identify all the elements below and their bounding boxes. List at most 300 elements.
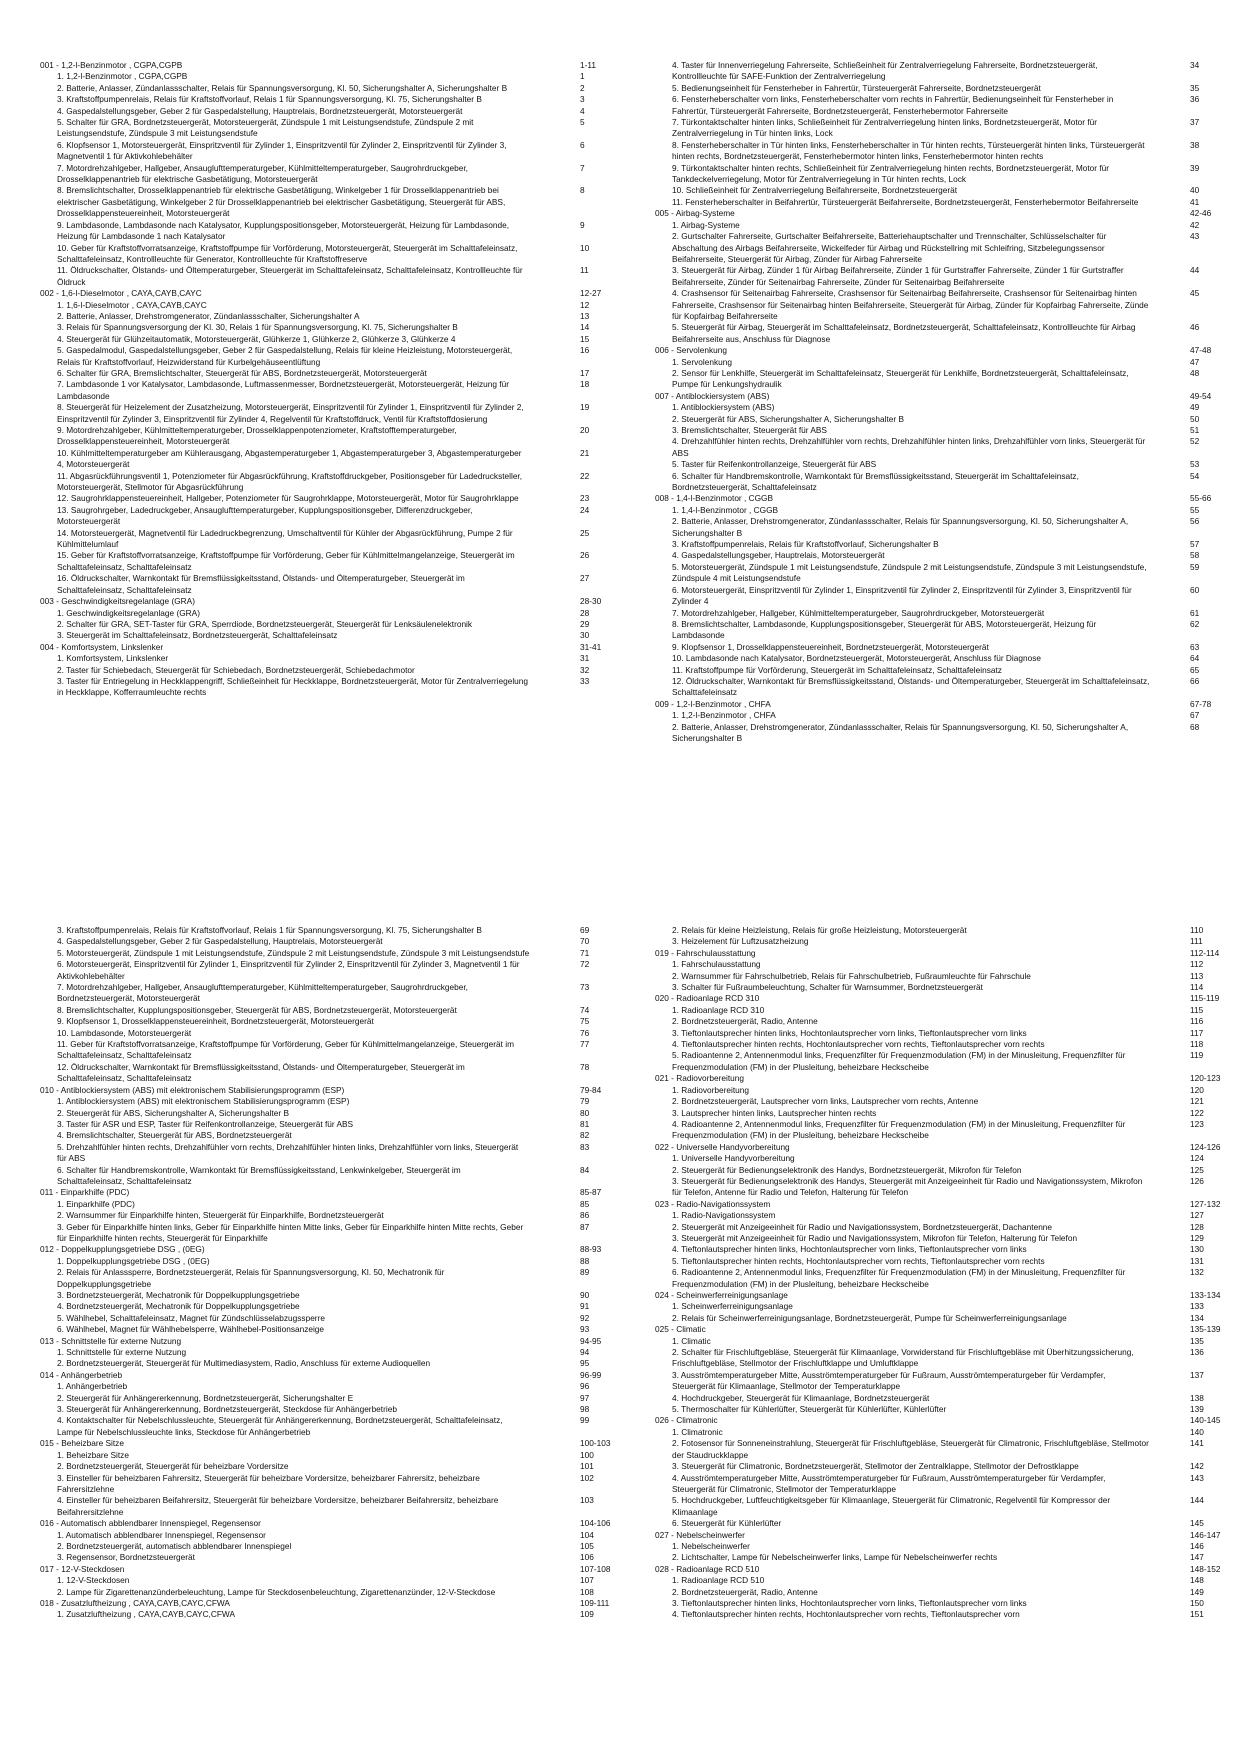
toc-subentry[interactable] [655,1347,1204,1370]
entry-page-number: 92 [580,1312,590,1323]
toc-subentry[interactable] [40,1221,590,1245]
entry-page-number: 84 [580,1164,590,1175]
toc-subentry[interactable] [40,982,590,1005]
entry-page-number: 91 [580,1301,590,1312]
toc-subentry[interactable] [655,139,1200,163]
entry-page-number: 150 [1190,1597,1204,1608]
entry-page-number: 85 [580,1198,590,1209]
entry-title: 1. Geschwindigkeitsregelanlage (GRA) [57,607,200,618]
entry-title: 5. Motorsteuergerät, Zündspule 1 mit Leistungsendstufe, Zündspule 2 mit Leistungsendstufe, Zündspule 3 mit Leistungsendstufe [57,947,530,958]
entry-title: 10. Lambdasonde, Motorsteuergerät [57,1027,192,1038]
toc-subentry[interactable] [655,1301,1204,1312]
entry-page-number: 110 [1190,925,1204,935]
toc-subentry[interactable] [40,1540,594,1552]
toc-subentry[interactable] [655,1426,1204,1438]
toc-subentry[interactable] [655,982,1204,993]
entry-title: 4. Tieftonlautsprecher hinten links, Hochtonlautsprecher vorn links, Tieftonlautsprecher vorn links [672,1244,1027,1255]
entry-page-number: 134 [1190,1312,1204,1323]
toc-subentry[interactable] [655,1210,1204,1221]
toc-subentry[interactable] [655,504,1200,516]
toc-section-entry[interactable] [40,1518,611,1529]
entry-page-number: 149 [1190,1586,1204,1597]
toc-section-entry[interactable] [40,1187,602,1198]
entry-page-number: 15 [580,333,590,344]
toc-subentry[interactable] [655,413,1200,425]
entry-title: 9. Klopfsensor 1, Drosselklappensteuereinheit, Bordnetzsteuergerät, Motorsteuergerät [672,641,989,652]
toc-subentry[interactable] [655,1392,1204,1404]
entry-title: 2. Warnsummer für Einparkhilfe hinten, Steuergerät für Einparkhilfe, Bordnetzsteuergerät [57,1210,384,1221]
toc-subentry[interactable] [655,550,1200,561]
entry-page-number: 116 [1190,1016,1204,1027]
entry-title: 4. Radioantenne 2, Antennenmodul links, Frequenzfilter für Frequenzmodulation (FM) in der Minusleitung, Frequenzfilter für Frequenzmodulation (FM) in der Plusleitung, beheizbare Heckscheibe [672,1118,1126,1141]
toc-subentry[interactable] [40,675,590,699]
entry-title: 020 - Radioanlage RCD 310 [655,993,760,1004]
entry-page-number: 111 [1190,936,1203,947]
toc-column-bottom-left [40,925,611,1621]
entry-title: 009 - 1,2-l-Benzinmotor , CHFA [655,698,771,709]
toc-subentry[interactable] [40,1198,590,1210]
toc-subentry[interactable] [655,94,1200,117]
toc-subentry[interactable] [655,402,1200,413]
toc-section-entry[interactable] [40,1563,611,1575]
entry-title: 023 - Radio-Navigationssystem [655,1198,771,1209]
toc-subentry[interactable] [655,1255,1204,1267]
entry-title: 5. Bedienungseinheit für Fensterheber in Fahrertür, Türsteuergerät Fahrerseite, Bordnetzsteuergerät [672,82,1041,93]
toc-subentry[interactable] [655,1404,1204,1415]
toc-subentry[interactable] [655,1438,1204,1461]
toc-subentry[interactable] [40,447,590,471]
toc-subentry[interactable] [655,1518,1204,1529]
entry-page-number: 67 [1190,710,1200,721]
entry-page-number: 27 [580,573,590,584]
entry-title: 2. Batterie, Anlasser, Zündanlassschalter, Relais für Spannungsversorgung, Kl. 50, Sicherungshalter A, Sicherungshalter B [57,82,508,93]
entry-title: 1. Zusatzluftheizung , CAYA,CAYB,CAYC,CFWA [57,1609,235,1620]
toc-subentry[interactable] [655,925,1204,936]
toc-subentry[interactable] [40,1312,590,1324]
toc-section-entry[interactable] [655,493,1212,504]
entry-title: 3. Steuergerät für Climatronic, Bordnetzsteuergerät, Stellmotor der Zentralklappe, Stellmotor der Defrostklappe [672,1461,1079,1472]
toc-section-entry[interactable] [655,1290,1221,1301]
toc-subentry[interactable] [40,1004,590,1016]
entry-title: 4. Bordnetzsteuergerät, Mechatronik für Doppelkupplungsgetriebe [57,1301,300,1312]
entry-page-number: 115 [1190,1004,1204,1015]
toc-subentry[interactable] [40,1096,590,1107]
toc-subentry[interactable] [655,425,1200,436]
toc-subentry[interactable] [40,139,585,163]
toc-subentry[interactable] [40,925,590,936]
entry-page-number: 6 [580,139,585,150]
toc-subentry[interactable] [40,310,590,322]
toc-subentry[interactable] [655,1175,1204,1199]
toc-subentry[interactable] [655,265,1200,288]
toc-subentry[interactable] [40,379,590,402]
toc-subentry[interactable] [655,1004,1204,1016]
toc-subentry[interactable] [40,82,585,94]
toc-subentry[interactable] [40,1392,590,1404]
entry-title: 10. Geber für Kraftstoffvorratsanzeige, Kraftstoffpumpe für Vorförderung, Motorsteuergerät, Steuergerät im Schalttafeleinsatz, Schalttafeleinsatz, Kontrollleuchte für Generator, Kontrollleuchte für Kraftstoffreserve [57,242,518,264]
toc-subentry[interactable] [40,1461,594,1472]
entry-page-number: 62 [1190,618,1200,629]
toc-subentry[interactable] [655,1221,1204,1233]
toc-subentry[interactable] [655,1096,1204,1107]
entry-page-number: 135 [1190,1335,1204,1346]
entry-page-number: 148 [1190,1575,1204,1586]
toc-subentry[interactable] [655,607,1200,619]
entry-title: 019 - Fahrschulausstattung [655,947,756,958]
toc-section-entry[interactable] [655,345,1212,356]
toc-section-entry[interactable] [40,1369,602,1381]
toc-subentry[interactable] [40,470,590,494]
entry-page-number: 94-95 [580,1335,602,1346]
entry-page-number: 60 [1190,584,1200,595]
toc-subentry[interactable] [40,117,585,140]
toc-subentry[interactable] [40,936,590,947]
entry-title: 5. Tieftonlautsprecher hinten rechts, Hochtonlautsprecher vorn rechts, Tieftonlautsprecher vorn rechts [672,1255,1045,1266]
toc-subentry[interactable] [40,1552,594,1563]
toc-subentry[interactable] [40,607,590,619]
entry-page-number: 109 [580,1609,594,1620]
toc-subentry[interactable] [655,1027,1204,1039]
toc-subentry[interactable] [40,242,590,266]
toc-subentry[interactable] [655,1597,1204,1609]
entry-page-number: 88-93 [580,1244,602,1255]
entry-title: 3. Steuergerät für Anhängererkennung, Bordnetzsteuergerät, Steckdose für Anhängerbetrieb [57,1404,397,1415]
toc-subentry[interactable] [655,1164,1204,1176]
entry-title: 025 - Climatic [655,1324,706,1335]
toc-subentry[interactable] [655,1540,1204,1552]
toc-subentry[interactable] [655,367,1200,391]
toc-section-entry[interactable] [40,1597,610,1609]
entry-page-number: 47-48 [1190,345,1212,356]
entry-page-number: 26 [580,550,590,561]
toc-subentry[interactable] [655,653,1200,664]
toc-section-entry[interactable] [40,1438,611,1449]
toc-subentry[interactable] [40,1586,594,1598]
toc-subentry[interactable] [655,1016,1204,1027]
entry-title: 1. Servolenkung [672,356,732,367]
toc-section-entry[interactable] [655,390,1212,402]
toc-subentry[interactable] [40,1141,590,1165]
toc-subentry[interactable] [655,539,1200,550]
toc-subentry[interactable] [40,493,590,504]
entry-page-number: 126 [1190,1175,1204,1186]
entry-page-number: 46 [1190,322,1200,333]
entry-page-number: 70 [580,936,590,947]
toc-subentry[interactable] [40,1118,590,1130]
toc-subentry[interactable] [40,1472,594,1496]
entry-page-number: 131 [1190,1255,1204,1266]
entry-title: 018 - Zusatzluftheizung , CAYA,CAYB,CAYC,CFWA [40,1597,230,1608]
toc-subentry[interactable] [40,1404,590,1415]
entry-page-number: 80 [580,1107,590,1118]
toc-subentry[interactable] [40,1290,590,1301]
entry-page-number: 19 [580,402,590,413]
toc-section-entry[interactable] [655,1529,1221,1541]
entry-page-number: 100 [580,1449,594,1460]
toc-subentry[interactable] [655,970,1204,982]
toc-subentry[interactable] [655,1244,1204,1255]
toc-subentry[interactable] [655,561,1200,585]
toc-subentry[interactable] [40,1347,590,1358]
toc-section-entry[interactable] [655,1563,1221,1575]
entry-title: 2. Steuergerät mit Anzeigeeinheit für Radio und Navigationssystem, Bordnetzsteuergerät, Dachantenne [672,1221,1053,1232]
toc-subentry[interactable] [655,231,1200,265]
entry-page-number: 99 [580,1415,590,1426]
entry-title: 3. Heizelement für Luftzusatzheizung [672,936,809,947]
toc-subentry[interactable] [655,219,1200,231]
toc-subentry[interactable] [40,185,585,219]
toc-subentry[interactable] [655,322,1200,345]
entry-title: 12. Saugrohrklappensteuereinheit, Hallgeber, Potenziometer für Saugrohrklappe, Motorsteuergerät, Motor für Saugrohrklappe [57,493,519,504]
entry-page-number: 138 [1190,1392,1204,1403]
toc-subentry[interactable] [40,1415,590,1438]
entry-page-number: 103 [580,1495,594,1506]
toc-subentry[interactable] [40,947,590,959]
toc-subentry[interactable] [40,1061,590,1085]
toc-subentry[interactable] [655,288,1200,322]
entry-title: 2. Relais für Scheinwerferreinigungsanlage, Bordnetzsteuergerät, Pumpe für Scheinwerferreinigungsanlage [672,1312,1067,1323]
toc-section-entry[interactable] [655,698,1212,710]
toc-subentry[interactable] [655,1107,1204,1119]
toc-subentry[interactable] [655,117,1200,140]
toc-subentry[interactable] [655,1267,1204,1290]
entry-page-number: 16 [580,345,590,356]
entry-page-number: 38 [1190,139,1200,150]
toc-section-entry[interactable] [655,1141,1221,1153]
toc-subentry[interactable] [40,550,590,573]
toc-subentry[interactable] [655,1552,1204,1563]
entry-page-number: 89 [580,1267,590,1278]
toc-subentry[interactable] [655,1495,1204,1518]
entry-title: 3. Bremslichtschalter, Steuergerät für ABS [672,425,827,435]
toc-section-entry[interactable] [655,1073,1221,1084]
toc-subentry[interactable] [655,356,1200,368]
entry-title: 2. Batterie, Anlasser, Drehstromgenerator, Zündanlassschalter, Sicherungshalter A [57,310,360,321]
toc-subentry[interactable] [655,185,1200,196]
toc-subentry[interactable] [655,196,1200,208]
toc-subentry[interactable] [655,721,1200,745]
toc-subentry[interactable] [40,162,585,186]
toc-subentry[interactable] [655,675,1200,699]
toc-subentry[interactable] [655,1472,1204,1496]
toc-subentry[interactable] [40,653,590,664]
toc-subentry[interactable] [40,105,585,117]
toc-subentry[interactable] [655,459,1200,470]
toc-subentry[interactable] [40,94,585,105]
entry-page-number: 135-139 [1190,1324,1221,1335]
entry-title: 5. Thermoschalter für Kühlerlüfter, Steuergerät für Kühlerlüfter, Kühlerlüfter [672,1404,947,1415]
toc-subentry[interactable] [655,1609,1204,1620]
toc-subentry[interactable] [655,1084,1204,1096]
entry-title: 2. Bordnetzsteuergerät, Steuergerät für Multimediasystem, Radio, Anschluss für externe Audioquellen [57,1358,431,1369]
toc-section-entry[interactable] [40,641,602,653]
toc-subentry[interactable] [40,265,589,288]
toc-subentry[interactable] [40,1107,590,1119]
toc-subentry[interactable] [655,1586,1204,1598]
entry-title: 012 - Doppelkupplungsgetriebe DSG , (0EG) [40,1244,205,1255]
toc-subentry[interactable] [40,402,590,425]
entry-title: 2. Relais für kleine Heizleistung, Relais für große Heizleistung, Motorsteuergerät [672,925,967,935]
toc-subentry[interactable] [40,367,590,379]
entry-title: 1. Komfortsystem, Linkslenker [57,653,169,664]
toc-subentry[interactable] [40,425,590,448]
toc-section-entry[interactable] [655,208,1212,219]
entry-page-number: 117 [1190,1027,1204,1038]
toc-subentry[interactable] [40,1267,590,1290]
toc-subentry[interactable] [40,959,590,982]
toc-subentry[interactable] [655,470,1200,494]
entry-page-number: 35 [1190,82,1200,93]
toc-subentry[interactable] [40,1016,590,1027]
entry-page-number: 108 [580,1586,594,1597]
entry-page-number: 113 [1190,970,1204,981]
toc-subentry[interactable] [40,1358,590,1369]
entry-page-number: 136 [1190,1347,1204,1358]
entry-page-number: 61 [1190,607,1200,618]
toc-subentry[interactable] [40,527,590,551]
entry-page-number: 28-30 [580,596,602,607]
toc-subentry[interactable] [40,219,585,243]
entry-title: 5. Drehzahlfühler hinten rechts, Drehzahlfühler vorn rechts, Drehzahlfühler hinten links, Drehzahlfühler vorn links, Steuergerät für ABS [57,1141,519,1164]
toc-section-entry[interactable] [40,288,602,299]
toc-section-entry[interactable] [655,1415,1221,1426]
entry-title: 2. Steuergerät für Bedienungselektronik des Handys, Bordnetzsteuergerät, Mikrofon für Telefon [672,1164,1022,1175]
toc-subentry[interactable] [655,60,1200,83]
toc-subentry[interactable] [40,1495,594,1518]
toc-subentry[interactable] [40,1381,590,1392]
toc-subentry[interactable] [40,1130,590,1141]
toc-subentry[interactable] [655,1118,1204,1142]
toc-subentry[interactable] [655,162,1200,186]
entry-page-number: 101 [580,1461,594,1472]
entry-title: 1. Radio-Navigationssystem [672,1210,776,1221]
toc-subentry[interactable] [655,1461,1204,1472]
toc-subentry[interactable] [655,584,1200,608]
entry-title: 2. Schalter für Frischluftgebläse, Steuergerät für Klimaanlage, Vorwiderstand für Frischluftgebläse mit Überhitzungssicherung, Frischluftgebläse, Stellmotor der Frischluftklappe und Umluftklappe [672,1347,1134,1369]
toc-section-entry[interactable] [40,60,596,71]
toc-subentry[interactable] [655,959,1204,970]
entry-page-number: 98 [580,1404,590,1415]
entry-title: 8. Bremslichtschalter, Lambdasonde, Kupplungspositionsgeber, Steuergerät für ABS, Motorsteuergerät, Heizung für Lambdasonde [672,618,1097,641]
toc-subentry[interactable] [655,1039,1204,1050]
toc-subentry[interactable] [40,1164,590,1188]
entry-title: 1. Antiblockiersystem (ABS) [672,402,775,413]
toc-subentry[interactable] [40,504,590,528]
entry-title: 1. Beheizbare Sitze [57,1449,129,1460]
toc-section-entry[interactable] [40,1084,602,1096]
toc-subentry[interactable] [655,1232,1204,1244]
toc-subentry[interactable] [40,1324,590,1335]
entry-page-number: 57 [1190,539,1200,550]
toc-subentry[interactable] [40,1449,594,1461]
entry-page-number: 107-108 [580,1563,611,1574]
toc-subentry[interactable] [655,1312,1204,1324]
toc-subentry[interactable] [40,1255,590,1267]
entry-title: 1. Scheinwerferreinigungsanlage [672,1301,793,1312]
toc-subentry[interactable] [655,664,1200,676]
toc-subentry[interactable] [655,936,1203,947]
toc-subentry[interactable] [40,71,585,82]
entry-title: 4. Einsteller für beheizbaren Beifahrersitz, Steuergerät für beheizbare Vordersitze, beheizbarer Beifahrersitz, beheizbare Beifahrersitzlehne [57,1495,499,1517]
toc-section-entry[interactable] [40,1335,602,1347]
entry-page-number: 109-111 [580,1597,610,1608]
entry-page-number: 4 [580,105,585,116]
toc-subentry[interactable] [655,82,1200,94]
entry-title: 015 - Beheizbare Sitze [40,1438,124,1449]
entry-page-number: 21 [580,447,590,458]
entry-title: 3. Regensensor, Bordnetzsteuergerät [57,1552,195,1563]
toc-column-bottom-right [655,925,1221,1621]
toc-subentry[interactable] [40,1609,594,1620]
entry-title: 9. Lambdasonde, Lambdasonde nach Katalysator, Kupplungspositionsgeber, Motorsteuergerät, Heizung für Lambdasonde, Heizung für Lambdasonde 1 nach Katalysator [57,219,510,242]
toc-subentry[interactable] [655,1575,1204,1586]
entry-title: 5. Radioantenne 2, Antennenmodul links, Frequenzfilter für Frequenzmodulation (FM) in der Minusleitung, Frequenzfilter für Frequenzmodulation (FM) in der Plusleitung, beheizbare Heckscheibe [672,1050,1126,1072]
toc-section-entry[interactable] [655,1198,1221,1210]
entry-page-number: 7 [580,162,585,173]
toc-section-entry[interactable] [40,1244,602,1255]
toc-subentry[interactable] [40,1529,594,1541]
toc-subentry[interactable] [40,1210,590,1221]
entry-title: 2. Taster für Schiebedach, Steuergerät für Schiebedach, Bordnetzsteuergerät, Schiebedachmotor [57,664,415,675]
toc-subentry[interactable] [655,1050,1204,1073]
toc-subentry[interactable] [655,1153,1204,1164]
toc-section-entry[interactable] [655,947,1220,959]
entry-title: 11. Geber für Kraftstoffvorratsanzeige, Kraftstoffpumpe für Vorförderung, Geber für Kühlmittelmangelanzeige, Steuergerät im Schalttafeleinsatz, Schalttafeleinsatz [57,1039,515,1061]
entry-page-number: 151 [1190,1609,1204,1620]
toc-subentry[interactable] [40,573,590,596]
toc-subentry[interactable] [40,322,590,333]
entry-title: 6. Schalter für Handbremskontrolle, Warnkontakt für Bremsflüssigkeitsstand, Steuergerät im Schalttafeleinsatz, Bordnetzsteuergerät, Schalttafeleinsatz [672,470,1079,493]
entry-page-number: 63 [1190,641,1200,652]
entry-title: 2. Gurtschalter Fahrerseite, Gurtschalter Beifahrerseite, Batteriehauptschalter und Trennschalter, Schlüsselschalter für Abschaltung des Airbags Beifahrerseite, Wickelfeder für Airbag und Rückstellring mit Schleifring, Sitzbelegungssensor Beifahrerseite, Steuergerät für Airbag, Zünder für Airbag Fahrerseite [672,231,1107,264]
entry-page-number: 34 [1190,60,1200,70]
toc-subentry[interactable] [40,618,590,630]
toc-subentry[interactable] [40,664,590,676]
toc-subentry[interactable] [655,516,1200,539]
toc-subentry[interactable] [655,618,1200,642]
toc-subentry[interactable] [655,710,1200,721]
toc-subentry[interactable] [40,1301,590,1312]
toc-section-entry[interactable] [655,993,1220,1004]
entry-title: 1. Radioanlage RCD 510 [672,1575,765,1586]
toc-section-entry[interactable] [655,1324,1221,1335]
toc-subentry[interactable] [40,630,590,641]
entry-page-number: 132 [1190,1267,1204,1278]
toc-subentry[interactable] [40,1027,590,1039]
toc-subentry[interactable] [655,641,1200,653]
entry-title: 028 - Radioanlage RCD 510 [655,1563,760,1574]
toc-subentry[interactable] [655,1335,1204,1347]
toc-subentry[interactable] [655,1369,1204,1393]
entry-page-number: 112 [1190,959,1204,970]
toc-section-entry[interactable] [40,596,602,607]
toc-subentry[interactable] [40,299,590,311]
entry-title: 3. Schalter für Fußraumbeleuchtung, Schalter für Warnsummer, Bordnetzsteuergerät [672,982,983,993]
entry-page-number: 56 [1190,516,1200,527]
entry-page-number: 147 [1190,1552,1204,1563]
entry-page-number: 148-152 [1190,1563,1221,1574]
toc-subentry[interactable] [40,1575,594,1586]
toc-subentry[interactable] [40,345,590,368]
toc-subentry[interactable] [655,436,1200,459]
entry-page-number: 51 [1190,425,1200,435]
toc-subentry[interactable] [40,1039,590,1062]
entry-title: 4. Drehzahlfühler hinten rechts, Drehzahlfühler vorn rechts, Drehzahlfühler hinten links, Drehzahlfühler vorn links, Steuergerät für ABS [672,436,1146,458]
entry-title: 14. Motorsteuergerät, Magnetventil für Ladedruckbegrenzung, Umschaltventil für Kühler der Abgasrückführung, Pumpe 2 für Kühlmittelumlauf [57,527,513,550]
toc-subentry[interactable] [40,333,590,345]
entry-title: 7. Motordrehzahlgeber, Hallgeber, Ansauglufttemperaturgeber, Kühlmitteltemperaturgeber, Saugrohrdruckgeber, Bordnetzsteuergerät, Motorsteuergerät [57,982,468,1004]
entry-page-number: 39 [1190,162,1200,173]
